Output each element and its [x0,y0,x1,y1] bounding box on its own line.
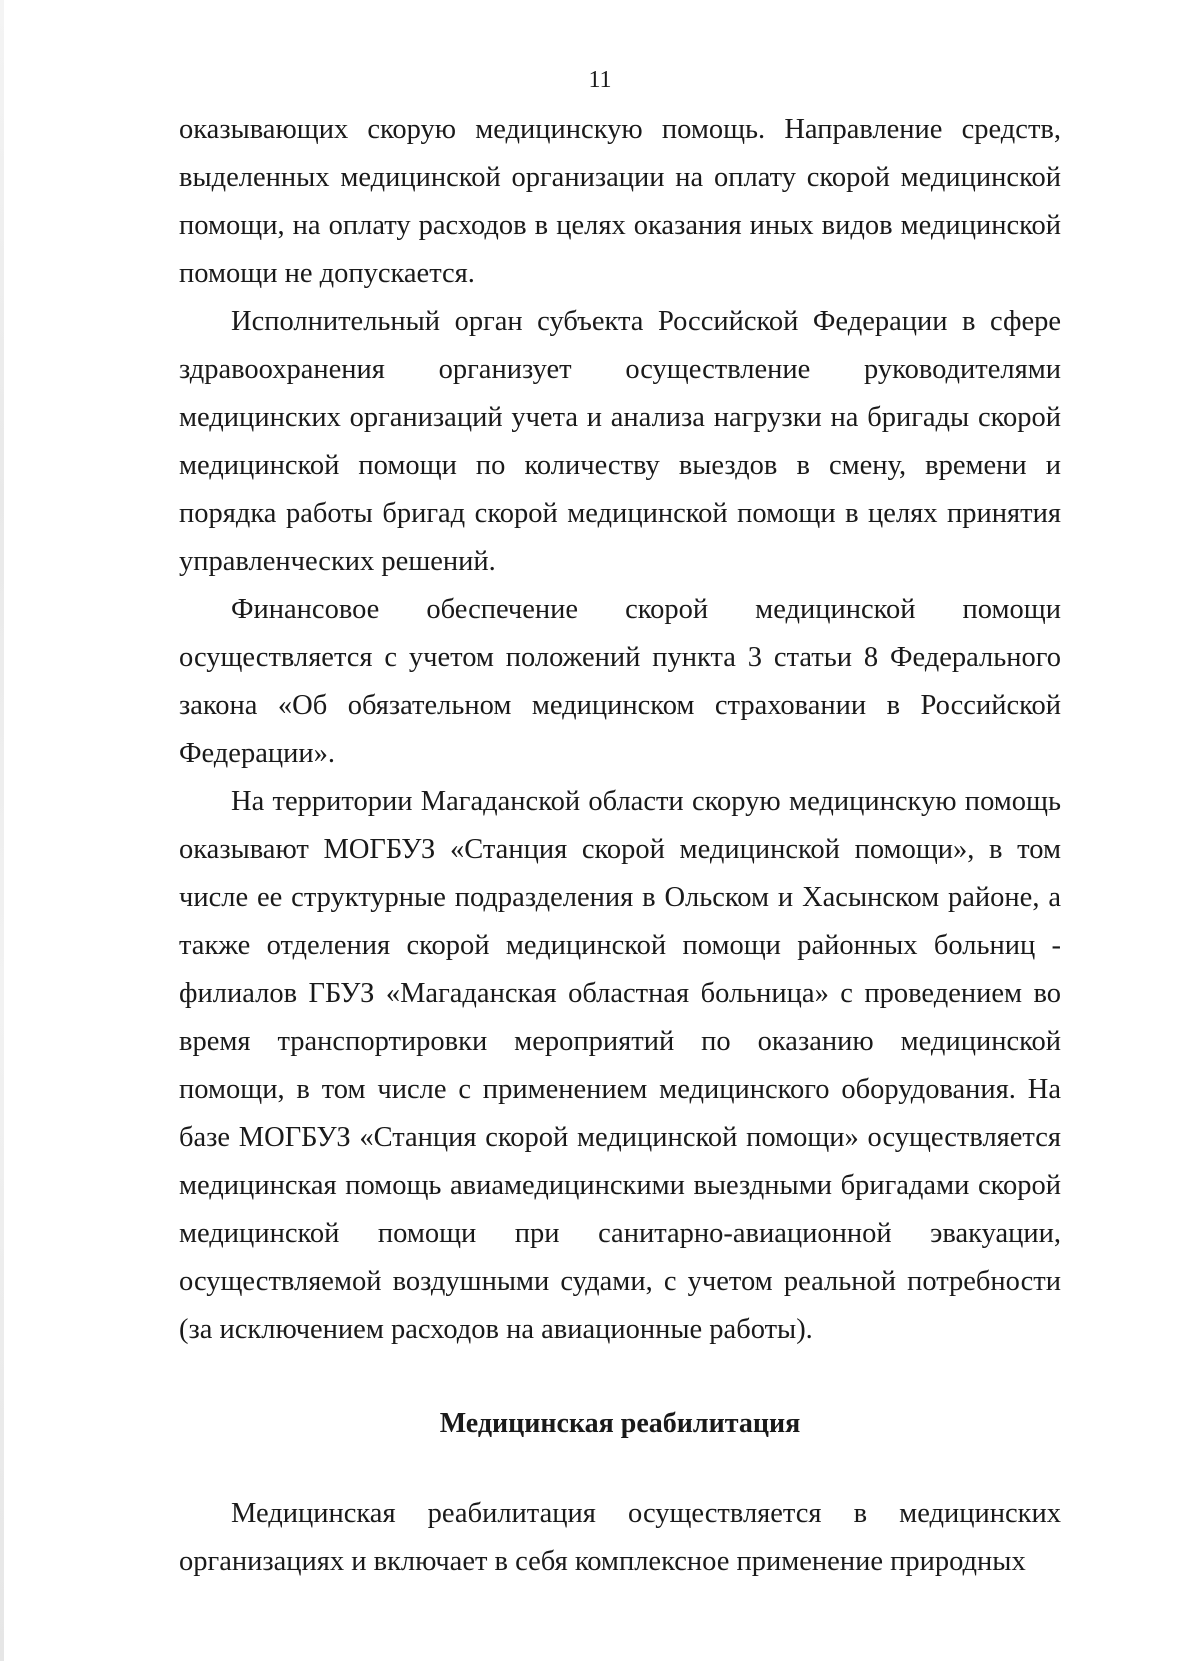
section-heading: Медицинская реабилитация [439,1408,801,1439]
paragraph-rehabilitation: Медицинская реабилитация осуществляется в медицинских организациях и включает в себя комплексное применение природных [179,1498,1061,1577]
paragraph-continuation: оказывающих скорую медицинскую помощь. Направление средств, выделенных медицинской организации на оплату скорой медицинской помощи, на оплату расходов в целях оказания иных видов медицинской помощи не допускается. [179,114,1061,289]
paragraph-executive-body: Исполнительный орган субъекта Российской Федерации в сфере здравоохранения организует осуществление руководителями медицинских организаций учета и анализа нагрузки на бригады скорой медицинской помощи по количеству выездов в смену, времени и порядка работы бригад скорой медицинской помощи в целях принятия управленческих решений. [179,306,1061,577]
paragraph-magadan-region: На территории Магаданской области скорую медицинскую помощь оказывают МОГБУЗ «Станция скорой медицинской помощи», в том числе ее структурные подразделения в Ольском и Хасынском районе, а также отделения скорой медицинской помощи районных больниц - филиалов ГБУЗ «Магаданская областная больница» с проведением во время транспортировки мероприятий по оказанию медицинской помощи, в том числе с применением медицинского оборудования. На базе МОГБУЗ «Станция скорой медицинской помощи» осуществляется медицинская помощь авиамедицинскими выездными бригадами скорой медицинской помощи при санитарно-авиационной эвакуации, осуществляемой воздушными судами, с учетом реальной потребности (за исключением расходов на авиационные работы). [179,786,1061,1345]
page-number: 11 [588,67,612,93]
scan-edge [0,0,4,1661]
document-body [179,106,1061,1586]
paragraph-financing: Финансовое обеспечение скорой медицинской помощи осуществляется с учетом положений пункта 3 статьи 8 Федерального закона «Об обязательном медицинском страховании в Российской Федерации». [179,594,1061,769]
